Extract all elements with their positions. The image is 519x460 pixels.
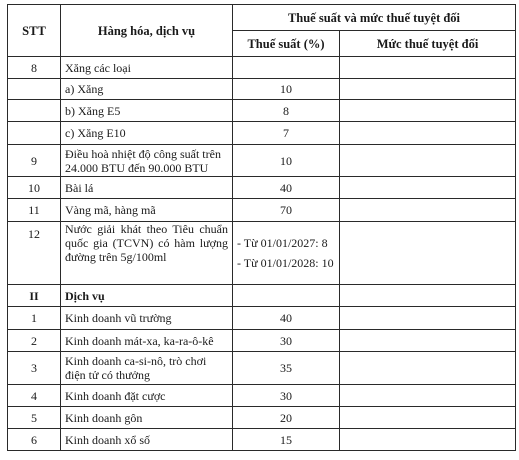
rate-cell	[233, 285, 340, 307]
stt-cell	[8, 100, 61, 122]
table-row	[8, 122, 516, 145]
item-cell: Kinh doanh mát-xa, ka-ra-ô-kê	[61, 330, 233, 352]
absolute-cell	[340, 429, 516, 451]
tax-group-header: Thuế suất và mức thuế tuyệt đối	[233, 5, 516, 31]
item-cell: Dịch vụ	[61, 285, 233, 307]
rate-cell: 8	[233, 100, 340, 122]
item-cell: Điều hoà nhiệt độ công suất trên 24.000 BTU đến 90.000 BTU	[61, 145, 233, 177]
item-cell: Bài lá	[61, 177, 233, 199]
absolute-cell	[340, 307, 516, 330]
table-row	[8, 352, 516, 385]
absolute-cell	[340, 407, 516, 429]
table-row	[8, 100, 516, 122]
absolute-cell	[340, 57, 516, 79]
absolute-cell	[340, 222, 516, 285]
stt-cell: 3	[8, 352, 61, 385]
item-cell: Kinh doanh vũ trường	[61, 307, 233, 330]
table-row	[8, 222, 516, 285]
stt-header: STT	[8, 5, 61, 57]
rate-cell: 40	[233, 177, 340, 199]
stt-cell: 2	[8, 330, 61, 352]
rate-header: Thuế suất (%)	[233, 31, 340, 57]
table-row	[8, 57, 516, 79]
absolute-cell	[340, 352, 516, 385]
stt-cell: II	[8, 285, 61, 307]
stt-cell: 10	[8, 177, 61, 199]
rate-cell: 10	[233, 79, 340, 100]
item-cell: Nước giải khát theo Tiêu chuẩn quốc gia (TCVN) có hàm lượng đường trên 5g/100ml	[61, 222, 233, 285]
stt-cell: 12	[8, 222, 61, 285]
absolute-cell	[340, 285, 516, 307]
item-cell: Vàng mã, hàng mã	[61, 199, 233, 222]
rate-cell: 70	[233, 199, 340, 222]
rate-cell	[233, 222, 340, 285]
stt-cell: 1	[8, 307, 61, 330]
item-cell: Kinh doanh gôn	[61, 407, 233, 429]
rate-cell	[233, 57, 340, 79]
absolute-header: Mức thuế tuyệt đối	[340, 31, 516, 57]
item-cell: a) Xăng	[61, 79, 233, 100]
stt-cell: 4	[8, 385, 61, 407]
absolute-cell	[340, 199, 516, 222]
absolute-cell	[340, 385, 516, 407]
rate-cell: 7	[233, 122, 340, 145]
absolute-cell	[340, 330, 516, 352]
rate-line: - Từ 01/01/2027: 8	[237, 236, 328, 250]
absolute-cell	[340, 79, 516, 100]
rate-cell: 40	[233, 307, 340, 330]
stt-cell	[8, 79, 61, 100]
stt-cell: 6	[8, 429, 61, 451]
table-row	[8, 199, 516, 222]
stt-cell: 11	[8, 199, 61, 222]
table-row	[8, 407, 516, 429]
item-cell: Kinh doanh xổ số	[61, 429, 233, 451]
absolute-cell	[340, 100, 516, 122]
rate-cell: 20	[233, 407, 340, 429]
stt-cell: 5	[8, 407, 61, 429]
tax-rate-table	[7, 4, 516, 451]
rate-cell: 35	[233, 352, 340, 385]
table-row	[8, 177, 516, 199]
absolute-cell	[340, 145, 516, 177]
stt-cell	[8, 122, 61, 145]
stt-cell: 9	[8, 145, 61, 177]
item-cell: Kinh doanh đặt cược	[61, 385, 233, 407]
table-row	[8, 330, 516, 352]
table-row	[8, 429, 516, 451]
table-row	[8, 385, 516, 407]
rate-cell: 10	[233, 145, 340, 177]
rate-cell: 30	[233, 385, 340, 407]
table-row	[8, 79, 516, 100]
rate-line: - Từ 01/01/2028: 10	[237, 256, 334, 270]
table-row	[8, 307, 516, 330]
table-row	[8, 145, 516, 177]
table-row	[8, 285, 516, 307]
goods-header: Hàng hóa, dịch vụ	[61, 5, 233, 57]
rate-cell: 15	[233, 429, 340, 451]
header-row	[8, 5, 516, 31]
stt-cell: 8	[8, 57, 61, 79]
item-cell: Kinh doanh ca-si-nô, trò chơi điện tử có thưởng	[61, 352, 233, 385]
absolute-cell	[340, 122, 516, 145]
rate-cell: 30	[233, 330, 340, 352]
item-cell: Xăng các loại	[61, 57, 233, 79]
item-cell: c) Xăng E10	[61, 122, 233, 145]
absolute-cell	[340, 177, 516, 199]
item-cell: b) Xăng E5	[61, 100, 233, 122]
